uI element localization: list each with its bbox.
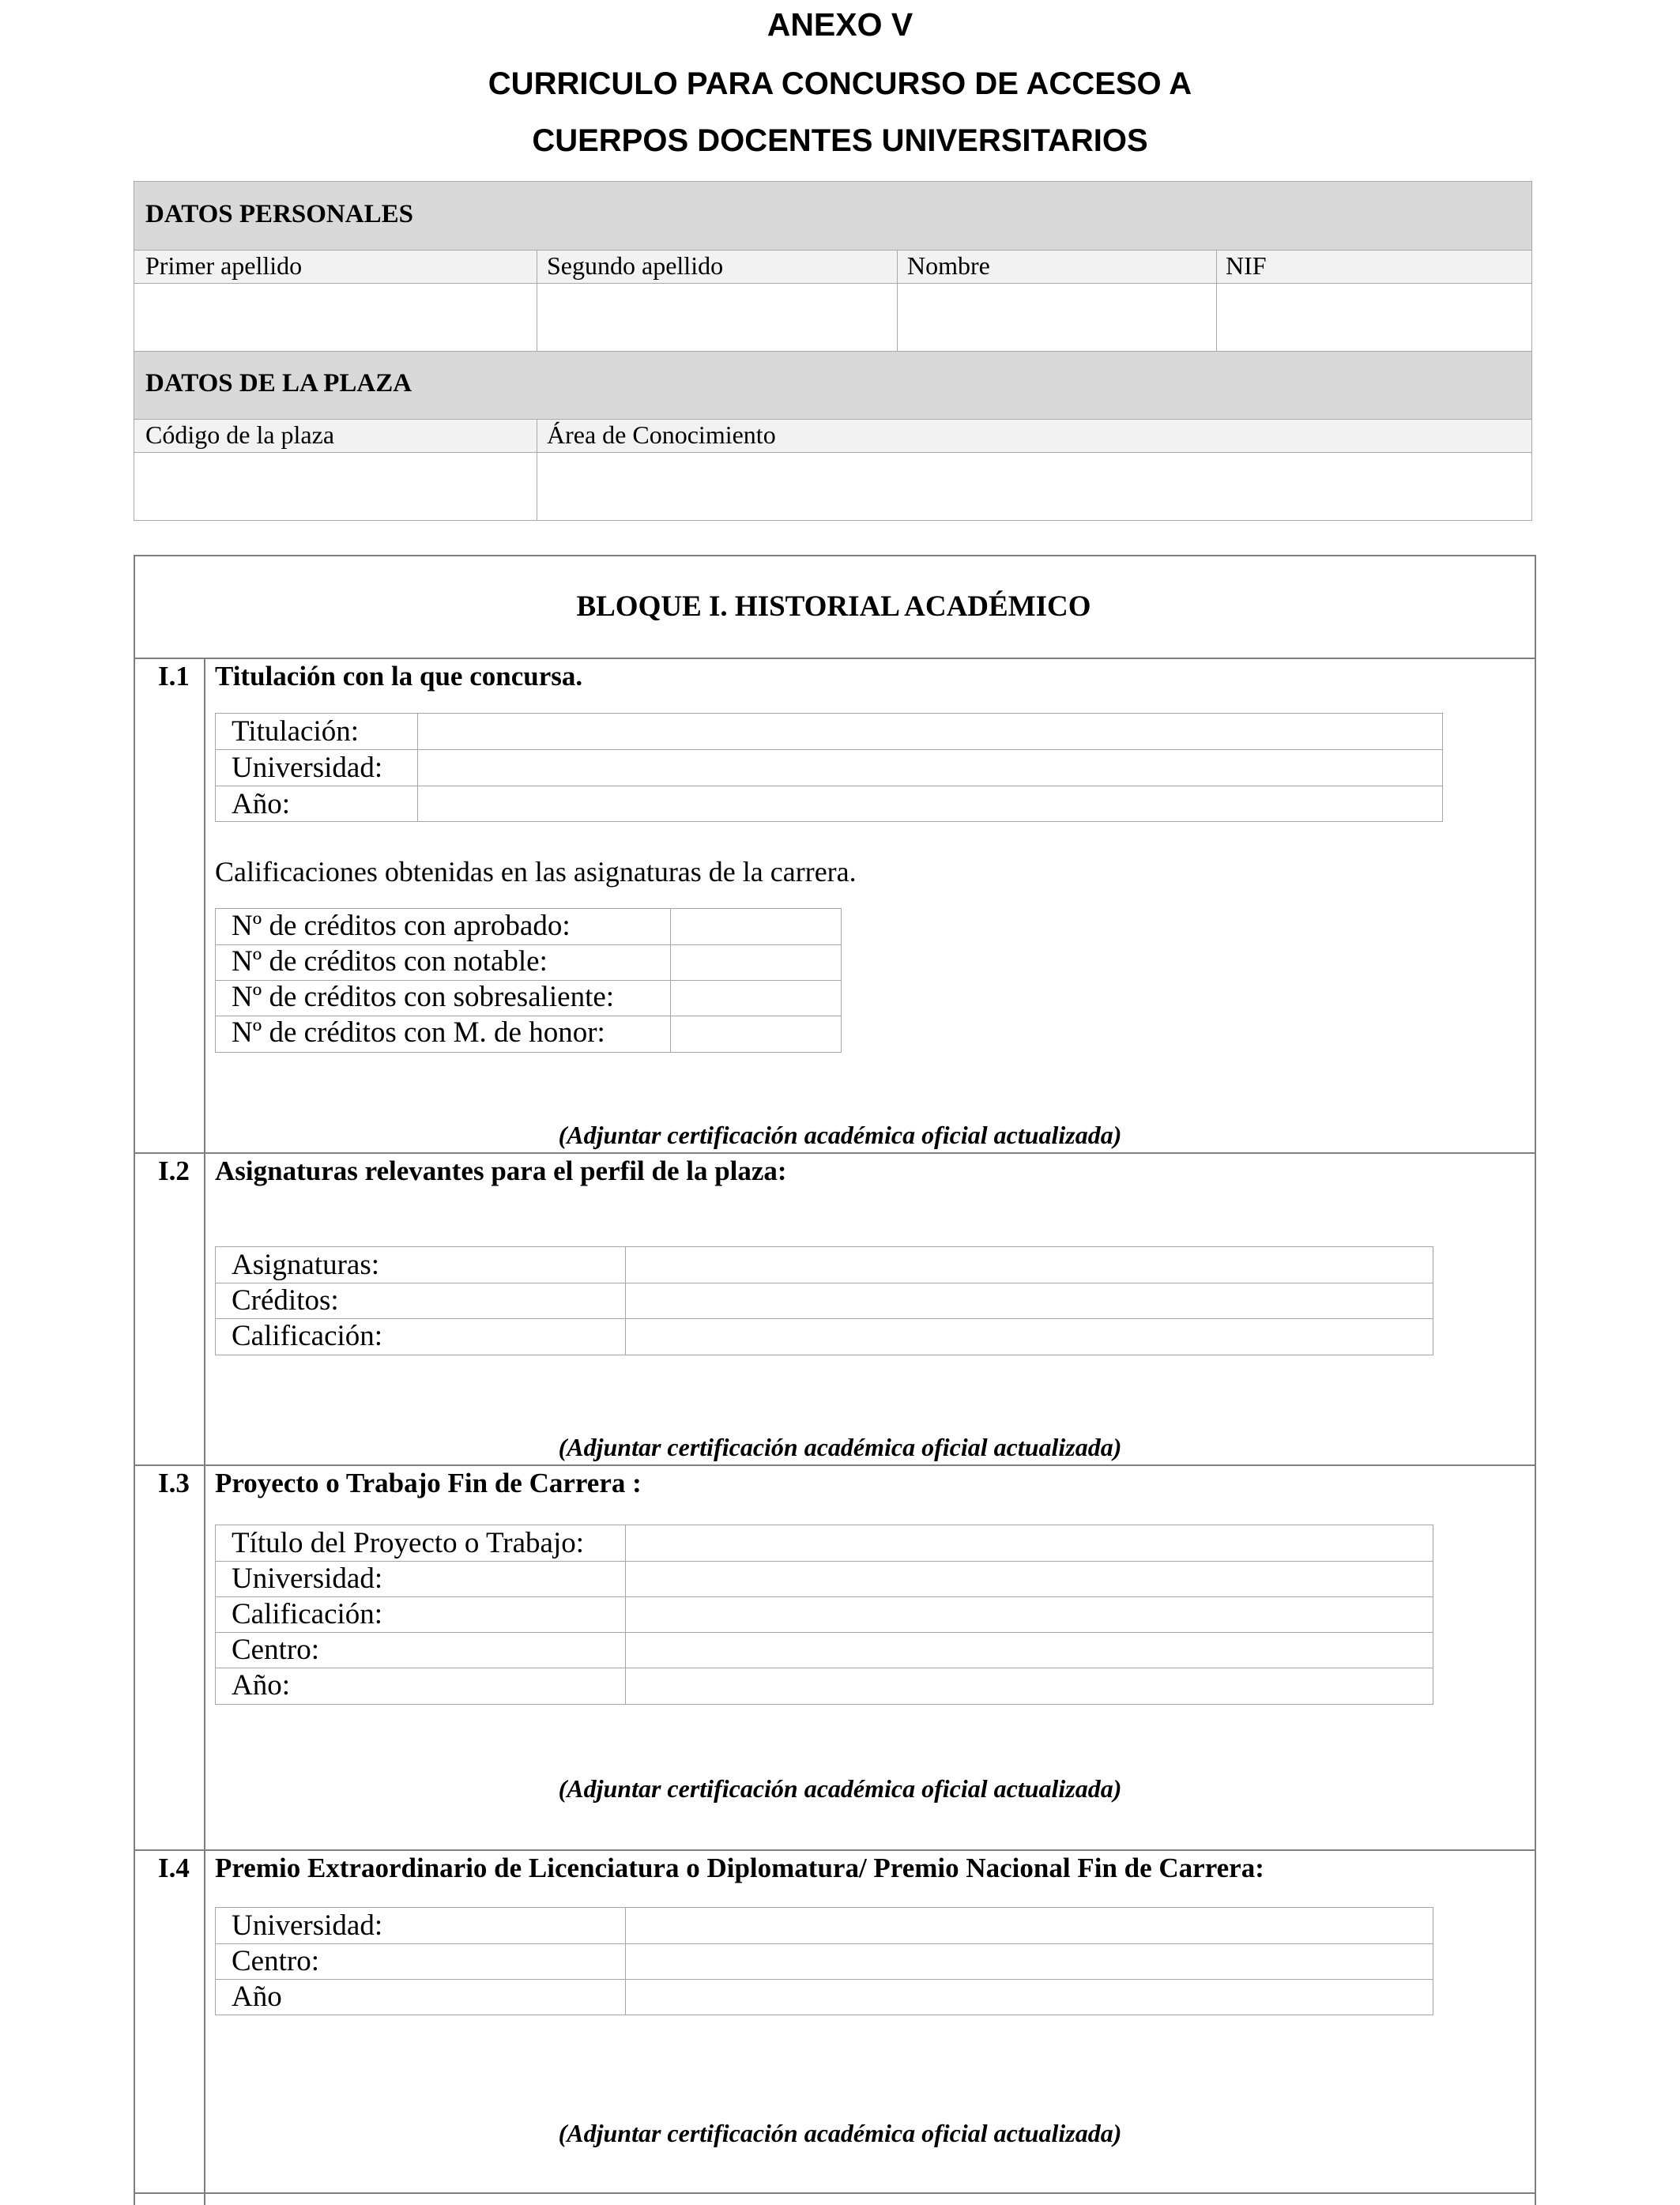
area-conocimiento-label: Área de Conocimiento [547,420,776,449]
area-conocimiento-field[interactable] [537,452,1532,521]
section-divider-3 [134,1849,1536,1851]
creditos-honor-label: Nº de créditos con M. de honor: [232,1016,605,1049]
section-1-number: I.1 [158,661,190,692]
proyecto-centro-label: Centro: [232,1634,319,1666]
section-divider-2 [134,1464,1536,1466]
titulacion-table [215,713,1443,822]
segundo-apellido-label: Segundo apellido [547,251,724,280]
proyecto-table [215,1525,1433,1705]
section-divider-1 [134,1152,1536,1154]
nif-field[interactable] [1216,283,1532,352]
creditos-aprobado-label: Nº de créditos con aprobado: [232,910,571,942]
section-number-column-divider [204,658,205,2205]
nombre-field[interactable] [897,283,1217,352]
section-2-title: Asignaturas relevantes para el perfil de la plaza: [215,1155,787,1186]
document-title-line-2: CUERPOS DOCENTES UNIVERSITARIOS [532,123,1148,158]
section-4-title: Premio Extraordinario de Licenciatura o Diplomatura/ Premio Nacional Fin de Carrera: [215,1853,1264,1883]
ano-label: Año: [232,788,290,820]
block-1-title: BLOQUE I. HISTORIAL ACADÉMICO [576,590,1091,623]
section-3-note: (Adjuntar certificación académica oficial actualizada) [558,1774,1122,1803]
primer-apellido-field[interactable] [134,283,537,352]
proyecto-ano-label: Año: [232,1669,290,1702]
calificacion-label: Calificación: [232,1320,383,1352]
block-left-border [134,555,135,2205]
section-3-number: I.3 [158,1468,190,1498]
codigo-plaza-field[interactable] [134,452,537,521]
creditos-notable-label: Nº de créditos con notable: [232,945,548,978]
section-1-title: Titulación con la que concursa. [215,661,583,692]
primer-apellido-label: Primer apellido [145,251,303,280]
section-2-number: I.2 [158,1155,190,1186]
section-3-title: Proyecto o Trabajo Fin de Carrera : [215,1468,642,1498]
universidad-label: Universidad: [232,752,383,784]
nif-label: NIF [1226,251,1267,280]
block-title-divider [134,658,1536,659]
codigo-plaza-label: Código de la plaza [145,420,335,449]
grades-intro: Calificaciones obtenidas en las asignaturas de la carrera. [215,856,857,888]
position-data-heading: DATOS DE LA PLAZA [145,369,412,398]
titulo-proyecto-label: Título del Proyecto o Trabajo: [232,1527,585,1559]
section-1-note: (Adjuntar certificación académica oficial actualizada) [558,1121,1122,1149]
segundo-apellido-field[interactable] [537,283,898,352]
annex-title: ANEXO V [767,6,913,43]
section-4-number: I.4 [158,1853,190,1883]
premio-table [215,1907,1433,2015]
nombre-label: Nombre [907,251,990,280]
creditos-sobresaliente-label: Nº de créditos con sobresaliente: [232,981,615,1013]
creditos-label: Créditos: [232,1284,339,1317]
asignaturas-table [215,1246,1433,1355]
asignaturas-label: Asignaturas: [232,1249,380,1281]
section-2-note: (Adjuntar certificación académica oficial actualizada) [558,1433,1122,1461]
block-right-border [1535,555,1536,2205]
proyecto-calificacion-label: Calificación: [232,1598,383,1630]
premio-universidad-label: Universidad: [232,1909,383,1942]
document-title-line-1: CURRICULO PARA CONCURSO DE ACCESO A [488,66,1192,101]
grades-table [215,908,842,1053]
personal-data-heading: DATOS PERSONALES [145,200,413,228]
premio-centro-label: Centro: [232,1945,319,1977]
proyecto-universidad-label: Universidad: [232,1562,383,1595]
section-4-note: (Adjuntar certificación académica oficial actualizada) [558,2119,1122,2147]
titulacion-label: Titulación: [232,715,360,748]
premio-ano-label: Año [232,1981,282,2013]
block-top-border [134,555,1536,556]
